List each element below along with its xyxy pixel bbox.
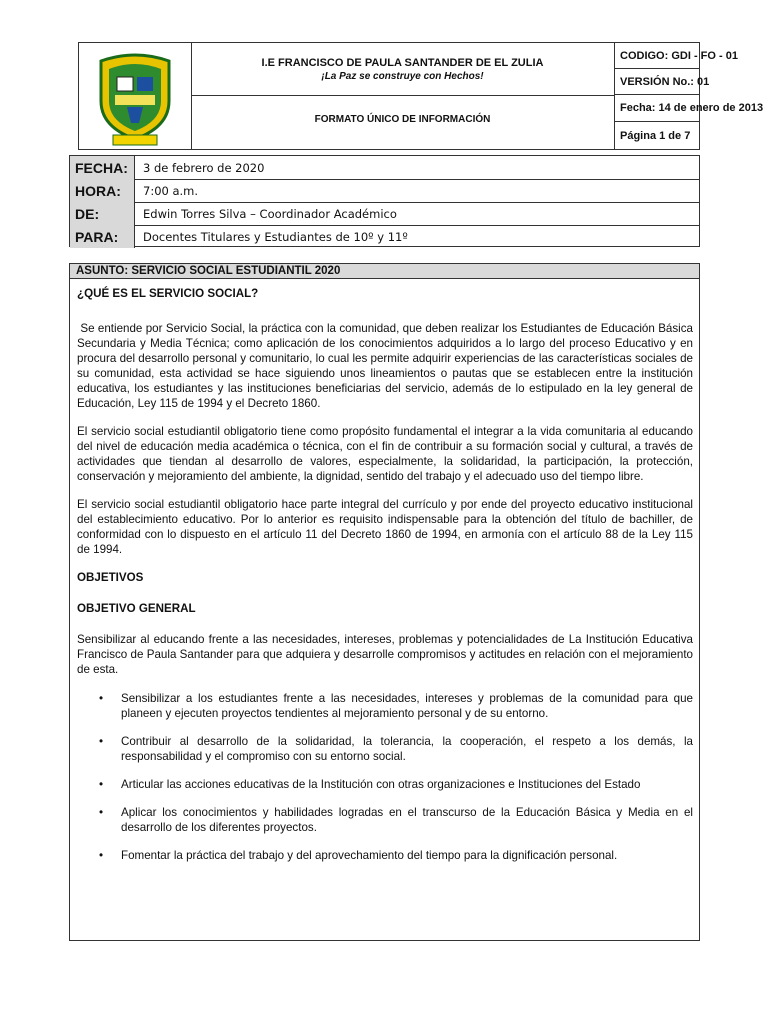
- fecha-cell: [614, 95, 764, 122]
- list-item: [77, 734, 693, 764]
- info-label: PARA:: [70, 225, 135, 248]
- info-label: FECHA:: [70, 156, 135, 179]
- subject-bar: ASUNTO: SERVICIO SOCIAL ESTUDIANTIL 2020: [70, 264, 699, 279]
- document-header: [78, 42, 764, 150]
- objectives-list: [77, 691, 693, 863]
- logo-cell: [79, 43, 192, 149]
- objetivo-general-text: Sensibilizar al educando frente a las necesidades, intereses, problemas y potencialidades de La Institución Educativa Francisco de Paula Santander para que adquiera y desarrolle compromisos y actitudes en relación con el mejoramiento de esta.: [77, 633, 693, 676]
- form-title: FORMATO ÚNICO DE INFORMACIÓN: [314, 114, 491, 125]
- section-heading-objetivo-general: OBJETIVO GENERAL: [77, 602, 196, 615]
- form-title-cell: [191, 95, 615, 149]
- info-row-de: [70, 202, 699, 226]
- list-item-text: Sensibilizar a los estudiantes frente a las necesidades, intereses y problemas de la comunidad para que planeen y ejecuten proyectos tendientes al mejoramiento personal y de su entorno.: [121, 692, 693, 720]
- school-title-cell: [191, 43, 615, 96]
- list-item: [77, 777, 693, 792]
- list-item-text: Fomentar la práctica del trabajo y del aprovechamiento del tiempo para la dignificación personal.: [121, 849, 618, 862]
- list-item-text: Aplicar los conocimientos y habilidades logradas en el transcurso de la Educación Básica y Media en el desarrollo de los diferentes proyectos.: [121, 806, 693, 834]
- version-cell: [614, 69, 710, 95]
- info-value: 7:00 a.m.: [143, 183, 199, 198]
- pagina-value: Página 1 de 7: [620, 129, 691, 142]
- body-content: [77, 286, 697, 876]
- info-row-para: [70, 225, 699, 248]
- codigo-value: CODIGO: GDI - FO - 01: [620, 49, 738, 62]
- bullet-icon: •: [99, 806, 104, 819]
- school-name: I.E FRANCISCO DE PAULA SANTANDER DE EL ZULIA: [261, 57, 544, 69]
- info-value: 3 de febrero de 2020: [143, 160, 265, 175]
- info-label: HORA:: [70, 179, 135, 202]
- school-motto: ¡La Paz se construye con Hechos!: [321, 71, 484, 82]
- info-value: Edwin Torres Silva – Coordinador Académico: [143, 206, 397, 221]
- school-crest-icon: [79, 43, 191, 149]
- info-label: DE:: [70, 202, 135, 225]
- info-row-hora: [70, 179, 699, 203]
- list-item-text: Articular las acciones educativas de la Institución con otras organizaciones e Instituciones del Estado: [121, 778, 641, 791]
- bullet-icon: •: [99, 778, 104, 791]
- list-item-text: Contribuir al desarrollo de la solidaridad, la tolerancia, la cooperación, el respeto a los demás, la responsabilidad y el compromiso con su entorno social.: [121, 735, 693, 763]
- document-body: [69, 263, 700, 941]
- list-item: [77, 805, 693, 835]
- section-heading-what-is: ¿QUÉ ES EL SERVICIO SOCIAL?: [77, 287, 259, 300]
- pagina-cell: [614, 122, 700, 149]
- bullet-icon: •: [99, 849, 104, 862]
- info-row-fecha: [70, 156, 699, 180]
- bullet-icon: •: [99, 735, 104, 748]
- body-paragraph: Se entiende por Servicio Social, la práctica con la comunidad, que deben realizar los Estudiantes de Educación Básica Secundaria y Media Técnica; como aplicación de los conocimientos adquiridos a lo largo del proceso Educativo y en procura del desarrollo personal y comunitario, lo cual les permite adquirir experiencias de las características sociales de su comunidad, esta actividad se hace siguiendo unos lineamientos o pautas que se establecen entre la institución educativa, los estudiantes y las instituciones beneficiarias del servicio, además de lo estipulado en la ley general de Educación, Ley 115 de 1994 y el Decreto 1860.: [77, 322, 697, 410]
- list-item: [77, 848, 693, 863]
- list-item: [77, 691, 693, 721]
- fecha-value: Fecha: 14 de enero de 2013: [620, 102, 764, 114]
- info-value: Docentes Titulares y Estudiantes de 10º y 11º: [143, 229, 408, 244]
- codigo-cell: [614, 43, 738, 69]
- memo-info-table: [69, 155, 700, 247]
- version-value: VERSIÓN No.: 01: [620, 75, 710, 88]
- bullet-icon: •: [99, 692, 104, 705]
- body-paragraph: El servicio social estudiantil obligatorio hace parte integral del currículo y por ende del proyecto educativo institucional del establecimiento educativo. Por lo anterior es requisito indispensable para la obtención del título de bachiller, de conformidad con lo dispuesto en el artículo 11 del Decreto 1860 de 1994, en armonía con el artículo 88 de la Ley 115 de 1994.: [77, 498, 693, 556]
- section-heading-objetivos: OBJETIVOS: [77, 571, 144, 584]
- body-paragraph: El servicio social estudiantil obligatorio tiene como propósito fundamental el integrar a la vida comunitaria al educando del nivel de educación media académica o técnica, con el fin de contribuir a su formación social y cultural, a través de actividades que tiendan al desarrollo de valores, especialmente, la solidaridad, la participación, la protección, conservación y mejoramiento del ambiente, la dignidad, sentido del trabajo y el adecuado uso del tiempo libre.: [77, 425, 693, 483]
